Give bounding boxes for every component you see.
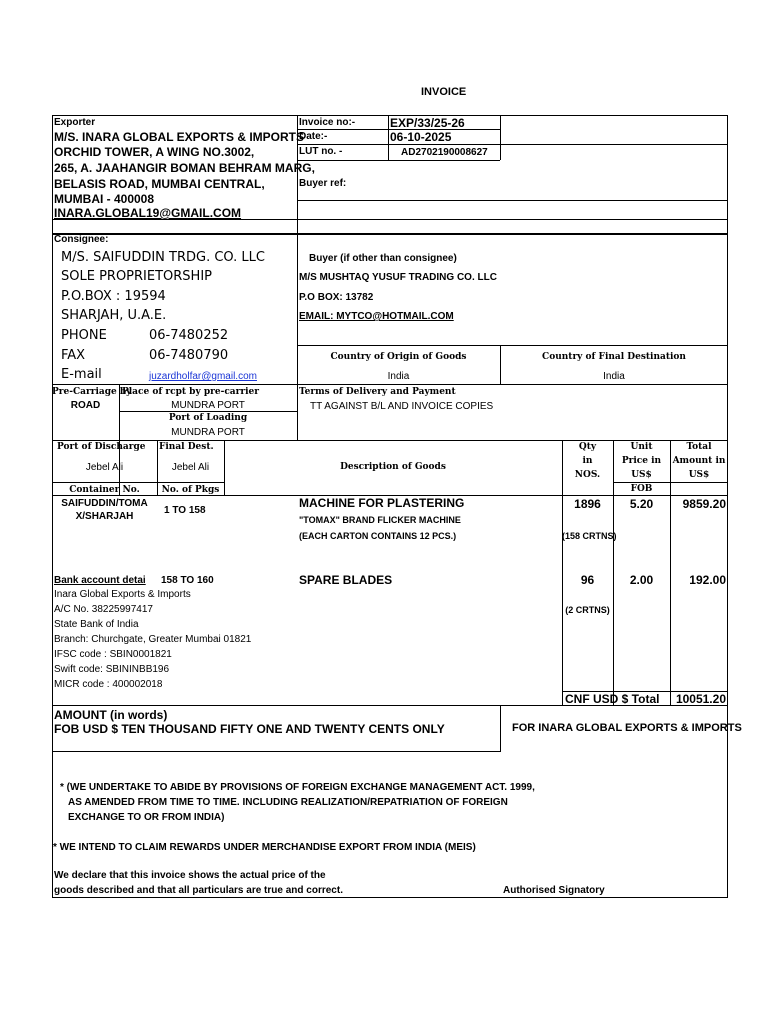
pre-carriage-label: Pre-Carriage by — [52, 387, 132, 397]
fax-label: FAX — [61, 348, 86, 363]
item-qty-note: (2 CRTNS) — [565, 605, 610, 615]
declaration-line: goods described and that all particulars are true and correct. — [54, 885, 343, 896]
bank-line: Swift code: SBININBB196 — [54, 664, 170, 675]
declaration-line: We declare that this invoice shows the actual price of the — [54, 870, 326, 881]
container-label: Container No. — [69, 485, 140, 495]
undertaking-line: * (WE UNDERTAKE TO ABIDE BY PROVISIONS OF FOREIGN EXCHANGE MANAGEMENT ACT. 1999, — [60, 782, 535, 793]
item-total: 192.00 — [689, 573, 726, 587]
origin-label: Country of Origin of Goods — [330, 352, 467, 362]
origin-value: India — [387, 371, 410, 382]
final-dest-value: Jebel Ali — [171, 462, 210, 473]
pkgs-range: 158 TO 160 — [161, 575, 214, 586]
page-title: INVOICE — [421, 86, 467, 98]
exporter-email: INARA.GLOBAL19@GMAIL.COM — [54, 206, 242, 220]
bank-line: IFSC code : SBIN0001821 — [54, 649, 172, 660]
bank-line: MICR code : 400002018 — [54, 679, 163, 690]
buyer-email: EMAIL: MYTCO@HOTMAIL.COM — [299, 311, 454, 322]
consignee-name: M/S. SAIFUDDIN TRDG. CO. LLC — [61, 250, 265, 265]
item-unit-price: 2.00 — [629, 573, 654, 587]
bank-line: A/C No. 38225997417 — [54, 604, 153, 615]
qty-header: Qty — [578, 442, 597, 452]
phone-label: PHONE — [61, 328, 107, 343]
description-header: Description of Goods — [340, 462, 446, 472]
amount-words-label: AMOUNT (in words) — [54, 708, 168, 722]
unit-price-header: Price in — [621, 456, 662, 466]
marks-line: X/SHARJAH — [75, 511, 134, 522]
bank-line: Branch: Churchgate, Greater Mumbai 01821 — [54, 634, 252, 645]
terms-value: TT AGAINST B/L AND INVOICE COPIES — [310, 401, 494, 412]
unit-price-header: US$ — [631, 470, 652, 480]
item-description: SPARE BLADES — [299, 573, 393, 587]
date-label: Date:- — [299, 131, 328, 142]
receipt-label: Place of rcpt by pre-carrier — [122, 387, 260, 397]
lut-label: LUT no. - — [299, 146, 343, 157]
receipt-value: MUNDRA PORT — [171, 400, 245, 411]
item-description: MACHINE FOR PLASTERING — [299, 496, 465, 510]
unit-price-header: Unit — [630, 442, 653, 452]
item-unit-price: 5.20 — [629, 497, 654, 511]
destination-label: Country of Final Destination — [542, 352, 686, 362]
fax-value: 06-7480790 — [149, 348, 229, 363]
item-qty: 1896 — [574, 497, 601, 511]
exporter-address-line: BELASIS ROAD, MUMBAI CENTRAL, — [54, 177, 265, 191]
phone-value: 06-7480252 — [149, 328, 229, 343]
exporter-address-line: 265, A. JAAHANGIR BOMAN BEHRAM MARG, — [54, 161, 315, 175]
total-header: US$ — [688, 470, 710, 480]
bank-line: State Bank of India — [54, 619, 139, 630]
qty-header: NOS. — [574, 470, 601, 480]
total-label: CNF USD $ Total — [565, 692, 660, 706]
item-total: 9859.20 — [682, 497, 726, 511]
undertaking-line: AS AMENDED FROM TIME TO TIME. INCLUDING REALIZATION/REPATRIATION OF FOREIGN — [68, 797, 508, 808]
bank-line: Inara Global Exports & Imports — [54, 589, 191, 600]
buyer-label: Buyer (if other than consignee) — [309, 253, 457, 264]
invoice-no: EXP/33/25-26 — [390, 116, 465, 130]
qty-header: in — [582, 456, 593, 466]
exporter-address-line: MUMBAI - 400008 — [54, 192, 155, 206]
consignee-line: SOLE PROPRIETORSHIP — [61, 269, 213, 284]
discharge-value: Jebel Ali — [85, 462, 124, 473]
meis-note: * WE INTEND TO CLAIM REWARDS UNDER MERCHANDISE EXPORT FROM INDIA (MEIS) — [53, 842, 476, 853]
loading-label: Port of Loading — [168, 413, 248, 423]
signatory-label: Authorised Signatory — [503, 885, 605, 896]
terms-label: Terms of Delivery and Payment — [299, 387, 456, 397]
consignee-line: SHARJAH, U.A.E. — [61, 308, 167, 323]
buyer-ref-label: Buyer ref: — [299, 178, 347, 189]
item-qty-note: (158 CRTNS) — [562, 531, 617, 541]
consignee-line: P.O.BOX : 19594 — [61, 289, 166, 304]
email-label: E-mail — [61, 367, 102, 382]
final-dest-label: Final Dest. — [159, 442, 214, 452]
marks-line: SAIFUDDIN/TOMA — [61, 498, 148, 509]
consignee-label: Consignee: — [54, 234, 109, 245]
grand-total: 10051.20 — [675, 692, 726, 706]
unit-price-header: FOB — [630, 484, 653, 494]
consignee-email-link[interactable]: juzardholfar@gmail.com — [149, 371, 257, 382]
amount-words: FOB USD $ TEN THOUSAND FIFTY ONE AND TWENTY CENTS ONLY — [54, 722, 445, 736]
item-description-detail: "TOMAX" BRAND FLICKER MACHINE — [299, 515, 461, 525]
exporter-label: Exporter — [54, 117, 96, 128]
pkgs-range: 1 TO 158 — [164, 505, 206, 516]
discharge-label: Port of Discharge — [57, 442, 146, 452]
for-company: FOR INARA GLOBAL EXPORTS & IMPORTS — [512, 722, 742, 734]
pkgs-label: No. of Pkgs — [161, 485, 220, 495]
lut-number: AD2702190008627 — [401, 147, 488, 158]
invoice-date: 06-10-2025 — [390, 130, 452, 144]
buyer-name: M/S MUSHTAQ YUSUF TRADING CO. LLC — [299, 272, 497, 283]
buyer-pobox: P.O BOX: 13782 — [299, 292, 374, 303]
pre-carriage-value: ROAD — [70, 400, 101, 411]
item-qty: 96 — [580, 573, 595, 587]
item-description-detail: (EACH CARTON CONTAINS 12 PCS.) — [299, 531, 457, 541]
exporter-name: M/S. INARA GLOBAL EXPORTS & IMPORTS — [54, 130, 305, 144]
invoice-no-label: Invoice no:- — [299, 117, 356, 128]
total-header: Total — [686, 442, 712, 452]
loading-value: MUNDRA PORT — [171, 427, 245, 438]
total-header: Amount in — [672, 456, 726, 466]
bank-label: Bank account detai — [54, 575, 146, 586]
exporter-address-line: ORCHID TOWER, A WING NO.3002, — [54, 145, 255, 159]
undertaking-line: EXCHANGE TO OR FROM INDIA) — [68, 812, 225, 823]
destination-value: India — [603, 371, 625, 382]
